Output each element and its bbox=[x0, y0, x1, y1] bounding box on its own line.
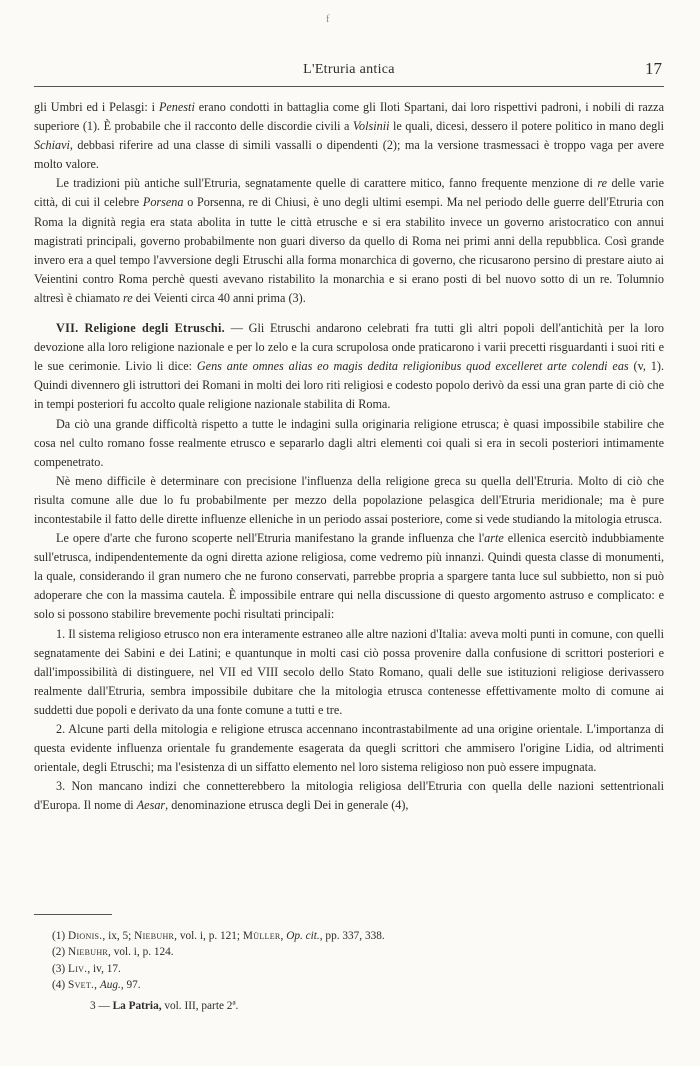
paragraph bbox=[34, 174, 664, 308]
printer-signature bbox=[90, 1000, 238, 1012]
text-run: (1) bbox=[52, 930, 68, 942]
author-name: Niebuhr bbox=[134, 930, 175, 942]
paragraph bbox=[34, 472, 664, 529]
signature-volume: vol. III, parte 2ª. bbox=[161, 1000, 239, 1012]
text-run: , debbasi riferire ad una classe di simili vassalli o dipendenti (2); ma la versione trasmessaci è troppo vaga per avere molto valore. bbox=[34, 138, 664, 172]
text-run: erano condotti in battaglia come gli Iloti Spartani, dai loro rispettivi padroni, i nobili di razza superiore (1). È probabile che il racconto delle discordie civili a bbox=[34, 100, 664, 134]
text-run: — Gli Etruschi andarono celebrati fra tutti gli altri popoli dell'antichità per la loro devozione alla loro religione nazionale e per lo zelo e la cura scrupolosa onde praticarono i varii precetti risguardanti i suoi riti e le sue cerimonie. Livio li dice: bbox=[34, 321, 664, 374]
text-run: , vol. i, p. 121; bbox=[174, 930, 243, 942]
footnote bbox=[52, 977, 385, 993]
page-number: 17 bbox=[645, 59, 662, 78]
italic-text: Penesti bbox=[158, 100, 195, 114]
text-run: (4) bbox=[52, 979, 68, 992]
text-run: , 97. bbox=[120, 979, 141, 992]
text-run: dei Veienti circa 40 anni prima (3). bbox=[132, 290, 306, 305]
body-text bbox=[34, 98, 664, 815]
text-run: gli Umbri ed i Pelasgi: i bbox=[34, 100, 159, 114]
text-run: (v, 1). Quindi divennero gli istruttori dei Romani in molti dei loro riti religiosi e codesto popolo derivò da essi una gran parte di ciò che in tempi posteriori fu accolto quale religione nazionale stabilita di Roma. bbox=[34, 359, 664, 412]
signature-number: 3 — bbox=[90, 1000, 113, 1012]
footnote bbox=[52, 928, 385, 944]
paragraph bbox=[34, 98, 664, 174]
text-run: le quali, dicesi, dessero il potere politico in mano degli bbox=[389, 119, 664, 134]
italic-text: Volsinii bbox=[352, 119, 390, 134]
numbered-paragraph bbox=[34, 720, 664, 777]
paragraph bbox=[34, 529, 664, 624]
paragraph bbox=[34, 415, 664, 472]
text-run: , bbox=[280, 930, 287, 942]
section-paragraph bbox=[34, 319, 664, 414]
italic-text: arte bbox=[484, 531, 504, 546]
author-name: Müller bbox=[242, 930, 281, 942]
footnote bbox=[52, 961, 385, 977]
italic-text: Schiavi bbox=[34, 138, 70, 153]
text-run: delle varie città, di cui il celebre bbox=[34, 176, 664, 210]
footnote bbox=[52, 944, 385, 960]
text-run: Nè meno difficile è determinare con precisione l'influenza della religione greca su quella dell'Etruria. Molto di ciò che risulta comune alle due lo fu probabilmente per mezzo della popolazione pelasgica dell'Etruria meridionale; ma è pure incontestabile il fatto delle dirette influenze elleniche in un periodo assai posteriore, come si vede studiando la mitologia etrusca. bbox=[34, 473, 664, 526]
italic-text: Porsena bbox=[142, 195, 184, 210]
text-run: (2) bbox=[52, 946, 68, 959]
italic-text: Gens ante omnes alias eo magis dedita religionibus quod excelleret arte colendi eas bbox=[196, 359, 629, 374]
text-run: ellenica esercitò indubbiamente sull'etrusca, indipendentemente da ogni diretta azione religiosa, come vedremo più innanzi. Quindi questa classe di monumenti, la quale, considerando il gran numero che ne furono conservati, parrebbe propria a spargere tanta luce sul subbietto, non si può adoperare che con la massima cautela. È impossibile entrare qui nella discussione di questo argomento astruso e complicato: e solo si possono stabilire brevemente pochi risultati principali: bbox=[34, 531, 664, 622]
section-heading: VII. Religione degli Etruschi. bbox=[56, 321, 226, 336]
numbered-paragraph bbox=[34, 777, 664, 815]
signature-title: La Patria, bbox=[112, 1000, 162, 1012]
text-run: Le tradizioni più antiche sull'Etruria, segnatamente quelle di carattere mitico, fanno frequente menzione di bbox=[56, 176, 598, 191]
text-run: , denominazione etrusca degli Dei in generale (4), bbox=[165, 798, 409, 813]
text-run: , pp. 337, 338. bbox=[319, 930, 385, 942]
text-run: , bbox=[94, 979, 100, 992]
text-run: (3) bbox=[52, 962, 68, 975]
italic-text: Op. cit. bbox=[286, 930, 320, 942]
author-name: Dionis. bbox=[68, 930, 103, 942]
top-mark: f bbox=[326, 14, 330, 25]
footnote-rule bbox=[34, 914, 112, 915]
running-title: L'Etruria antica bbox=[303, 62, 395, 77]
italic-text: re bbox=[123, 290, 133, 305]
text-run: o Porsenna, re di Chiusi, è uno degli ultimi esempi. Ma nel periodo delle guerre dell'Etruria con Roma la dignità regia era stata abolita in tutte le città etrusche e si era stabilito invece un governo aristocratico con annui magistrati principali, governo probabilmente non guari diverso da quello di Roma nei primi anni della repubblica. Così grande invero era a quel tempo l'avversione degli Etruschi alla forma monarchica di governo, che ricusarono persino di prestare aiuto ai Veientini contro Roma perchè questi avevano ristabilito la monarchia e si erano posti di bel nuovo sotto di un re. Tolumnio altresì è chiamato bbox=[34, 195, 664, 305]
text-run: Da ciò una grande difficoltà rispetto a tutte le indagini sulla originaria religione etrusca; è quasi impossibile stabilire che cosa nel culto romano fosse realmente etrusco e separarlo dagli altri elementi coi quali si era in secoli posteriori intimamente compenetrato. bbox=[34, 416, 664, 469]
text-run: 3. Non mancano indizi che connetterebbero la mitologia religiosa dell'Etruria con quella delle nazioni settentrionali d'Europa. Il nome di bbox=[34, 779, 664, 813]
text-run: , iv, 17. bbox=[87, 962, 121, 975]
numbered-paragraph bbox=[34, 625, 664, 720]
author-name: Svet. bbox=[68, 979, 95, 992]
text-run: , ix, 5; bbox=[102, 930, 135, 942]
text-run: 1. Il sistema religioso etrusco non era interamente estraneo alle altre nazioni d'Italia: aveva molti punti in comune, con quelli segnatamente dei Sabini e dei Latini; e quantunque in molti casi ciò possa provenire dalla confusione di scrittori posteriori e dall'impossibilità di distinguere, nel VII ed VIII secolo dello Stato Romano, quali delle sue istituzioni religiose derivassero realmente dall'Etruria, sembra impossibile dubitare che la mitologia etrusca contenesse effettivamente molto di comune ai suddetti due popoli e derivato da una fonte comune a tutti e tre. bbox=[34, 626, 664, 717]
text-run: 2. Alcune parti della mitologia e religione etrusca accennano incontrastabilmente ad una origine orientale. L'importanza di questa evidente influenza orientale fu grandemente esagerata da quegli scrittori che ammisero l'origine Lidia, od altrimenti orientale, degli Etruschi; ma l'esistenza di un siffatto elemento nel loro sistema religioso non può essere impugnata. bbox=[34, 722, 664, 775]
author-name: Niebuhr bbox=[68, 946, 109, 959]
author-name: Liv. bbox=[68, 962, 88, 975]
running-header bbox=[34, 58, 664, 87]
italic-text: Aug. bbox=[99, 979, 121, 992]
italic-text: Aesar bbox=[136, 798, 166, 813]
text-run: Le opere d'arte che furono scoperte nell'Etruria manifestano la grande influenza che l' bbox=[56, 531, 485, 546]
italic-text: re bbox=[597, 176, 608, 191]
footnotes bbox=[52, 928, 385, 994]
text-run: , vol. i, p. 124. bbox=[108, 946, 174, 959]
